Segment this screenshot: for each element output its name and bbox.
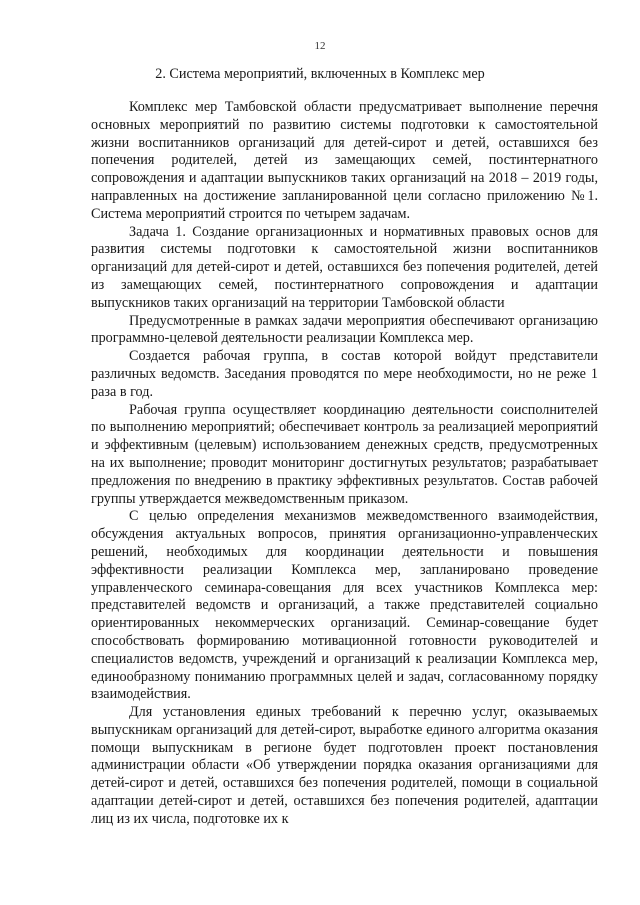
paragraph-task-measures: Предусмотренные в рамках задачи мероприятия обеспечивают организацию программно-целевой деятельности реализации Комплекса мер. xyxy=(91,312,598,347)
paragraph-seminar: С целью определения механизмов межведомственного взаимодействия, обсуждения актуальных вопросов, принятия организационно-управленческих решений, необходимых для координации деятельности и повышения эффективности реализации Комплекса мер, запланировано проведение управленческого семинара-совещания для всех участников Комплекса мер: представителей ведомств и организаций, а также представителей социально ориентированных некоммерческих организаций. Семинар-совещание будет способствовать формированию мотивационной готовности руководителей и специалистов ведомств, учреждений и организаций к реализации Комплекса мер, единообразному пониманию программных целей и задач, согласованному порядку взаимодействия. xyxy=(91,508,598,703)
page-number: 12 xyxy=(314,40,326,52)
paragraph-working-group: Создается рабочая группа, в состав которой войдут представители различных ведомств. Заседания проводятся по мере необходимости, но не реже 1 раза в год. xyxy=(91,348,598,400)
paragraph-task-1: Задача 1. Создание организационных и нормативных правовых основ для развития системы подготовки к самостоятельной жизни воспитанников организаций для детей-сирот и детей, оставшихся без попечения родителей, детей из замещающих семей, постинтернатного сопровождения и адаптации выпускников таких организаций на территории Тамбовской области xyxy=(91,223,598,311)
paragraph-working-group-duties: Рабочая группа осуществляет координацию деятельности соисполнителей по выполнению мероприятий; обеспечивает контроль за реализацией мероприятий и эффективным (целевым) использованием денежных средств, предусмотренных на их выполнение; проводит мониторинг достигнутых результатов; разрабатывает предложения по внедрению в практику эффективных результатов. Состав рабочей группы утверждается межведомственным приказом. xyxy=(91,401,598,507)
paragraph-requirements: Для установления единых требований к перечню услуг, оказываемых выпускникам организаций для детей-сирот, выработке единого алгоритма оказания помощи выпускникам в регионе будет подготовлен проект постановления администрации области «Об утверждении порядка оказания организациями для детей-сирот и детей, оставшихся без попечения родителей, помощи в социальной адаптации детей-сирот и детей, оставшихся без попечения родителей, адаптации лиц из их числа, подготовке их к xyxy=(91,704,598,827)
section-heading: 2. Система мероприятий, включенных в Комплекс мер xyxy=(155,66,485,82)
document-body xyxy=(91,99,598,829)
paragraph-intro: Комплекс мер Тамбовской области предусматривает выполнение перечня основных мероприятий по развитию системы подготовки к самостоятельной жизни воспитанников организаций для детей-сирот и детей, оставшихся без попечения родителей, детей из замещающих семей, постинтернатного сопровождения и адаптации выпускников таких организаций на 2018 – 2019 годы, направленных на достижение запланированной цели согласно приложению №1. Система мероприятий строится по четырем задачам. xyxy=(91,99,598,222)
